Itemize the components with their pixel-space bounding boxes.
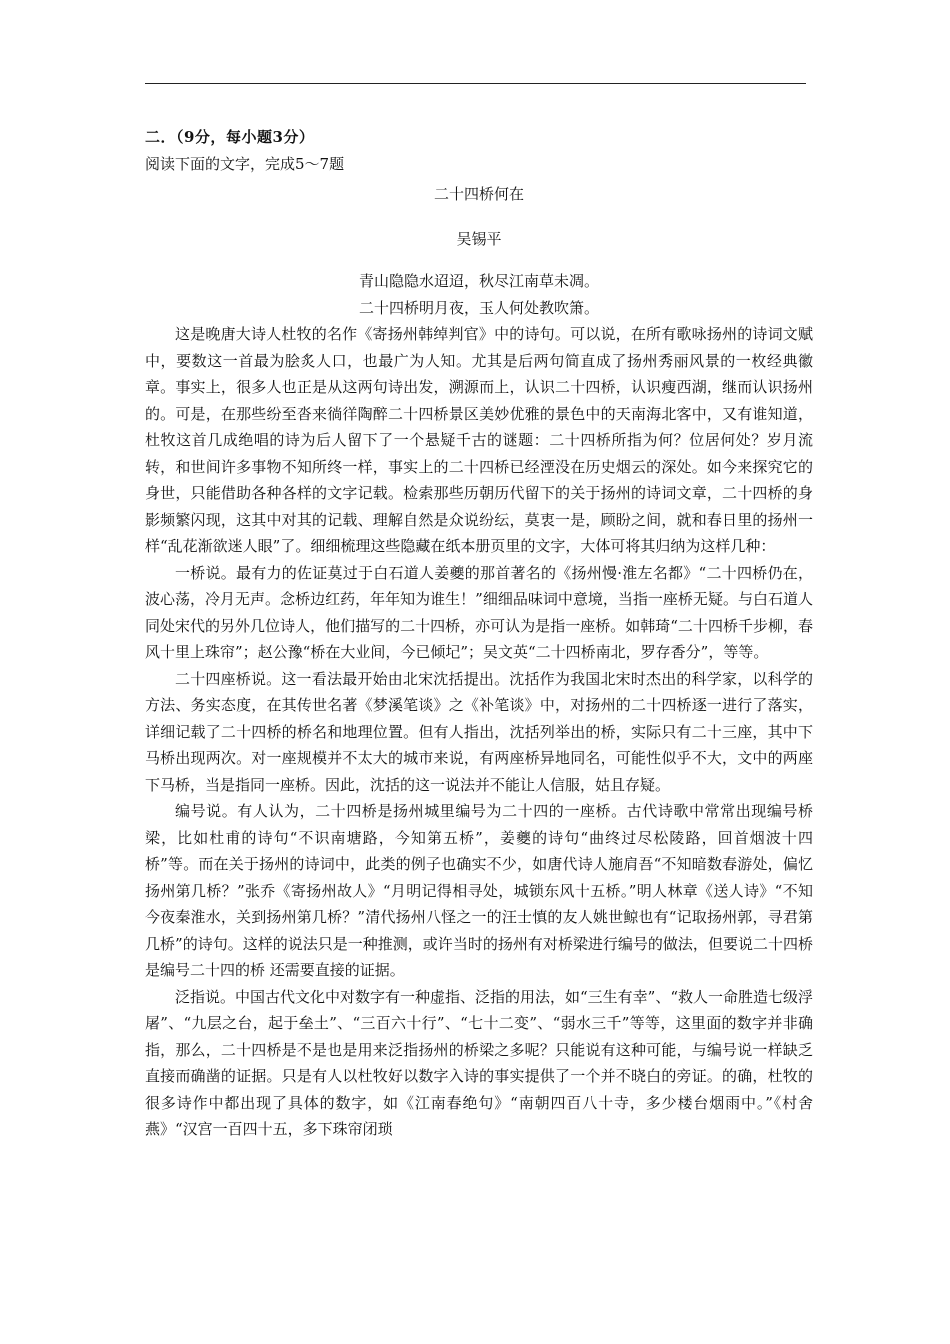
paragraph-one-bridge: 一桥说。最有力的佐证莫过于白石道人姜夔的那首著名的《扬州慢·淮左名都》“二十四桥仍在，波心荡，冷月无声。念桥边红药，年年知为谁生！”细细品味词中意境，当指一座桥无疑。与白石道人同处宋代的另外几位诗人，他们描写的二十四桥，亦可认为是指一座桥。如韩琦“二十四桥千步柳，春风十里上珠帘”；赵公豫“桥在大业间，今已倾圮”；吴文英“二十四桥南北，罗存香分”，等等。	[145, 563, 813, 661]
paragraph-twenty-four-bridges: 二十四座桥说。这一看法最开始由北宋沈括提出。沈括作为我国北宋时杰出的科学家，以科学的方法、务实态度，在其传世名著《梦溪笔谈》之《补笔谈》中，对扬州的二十四桥逐一进行了落实，详细记载了二十四桥的桥名和地理位置。但有人指出，沈括列举出的桥，实际只有二十三座，其中下马桥出现两次。对一座规模并不太大的城市来说，有两座桥异地同名，可能性似乎不大，文中的两座下马桥，当是指同一座桥。因此，沈括的这一说法并不能让人信服，姑且存疑。	[145, 669, 813, 794]
header-rule	[145, 83, 806, 84]
section-instruction: 阅读下面的文字，完成5～7题	[145, 154, 345, 173]
section-heading: 二．（9分，每小题3分）	[145, 128, 315, 146]
article-title: 二十四桥何在	[433, 185, 524, 203]
article-author: 吴锡平	[456, 229, 502, 248]
paragraph-general-reference: 泛指说。中国古代文化中对数字有一种虚指、泛指的用法，如“三生有幸”、“救人一命胜造七级浮屠”、“九层之台，起于垒土”、“三百六十行”、“七十二变”、“弱水三千”等等，这里面的数字并非确指，那么，二十四桥是不是也是用来泛指扬州的桥梁之多呢？只能说有这种可能，与编号说一样缺乏直接而确凿的证据。只是有人以杜牧好以数字入诗的事实提供了一个并不晓白的旁证。的确，杜牧的很多诗作中都出现了具体的数字，如《江南春绝句》“南朝四百八十寺，多少楼台烟雨中。”《村舍燕》“汉宫一百四十五，多下珠帘闭琐	[145, 987, 814, 1138]
poem-line: 二十四桥明月夜，玉人何处教吹箫。	[358, 298, 599, 317]
paragraph-intro: 这是晚唐大诗人杜牧的名作《寄扬州韩绰判官》中的诗句。可以说，在所有歌咏扬州的诗词文赋中，要数这一首最为脍炙人口，也最广为人知。尤其是后两句简直成了扬州秀丽风景的一枚经典徽章。事实上，很多人也正是从这两句诗出发，溯源而上，认识二十四桥，认识瘦西湖，继而认识扬州的。可是，在那些纷至沓来徜徉陶醉二十四桥景区美妙优雅的景色中的天南海北客中，又有谁知道，杜牧这首几成绝唱的诗为后人留下了一个悬疑千古的谜题：二十四桥所指为何？位居何处？岁月流转，和世间许多事物不知所终一样，事实上的二十四桥已经湮没在历史烟云的深处。如今来探究它的身世，只能借助各种各样的文字记载。检索那些历朝历代留下的关于扬州的诗词文章，二十四桥的身影频繁闪现，这其中对其的记载、理解自然是众说纷纭，莫衷一是，顾盼之间，就和春日里的扬州一样“乱花渐欲迷人眼”了。细细梳理这些隐藏在纸本册页里的文字，大体可将其归纳为这样几种：	[145, 325, 813, 555]
paragraph-numbering: 编号说。有人认为，二十四桥是扬州城里编号为二十四的一座桥。古代诗歌中常常出现编号桥梁，比如杜甫的诗句“不识南塘路，今知第五桥”，姜夔的诗句“曲终过尽松陵路，回首烟波十四桥”等。而在关于扬州的诗词中，此类的例子也确实不少，如唐代诗人施肩吾“不知暗数春游处，偏忆扬州第几桥？”张乔《寄扬州故人》“月明记得相寻处，城锁东风十五桥。”明人林章《送人诗》“不知今夜秦淮水，关到扬州第几桥？”清代扬州八怪之一的汪士慎的友人姚世鲸也有“记取扬州郭，寻君第几桥”的诗句。这样的说法只是一种推测，或许当时的扬州有对桥梁进行编号的做法，但要说二十四桥是编号二十四的桥 还需要直接的证据。	[145, 802, 813, 979]
document-body	[145, 124, 813, 1143]
poem-line: 青山隐隐水迢迢，秋尽江南草未凋。	[358, 272, 599, 290]
